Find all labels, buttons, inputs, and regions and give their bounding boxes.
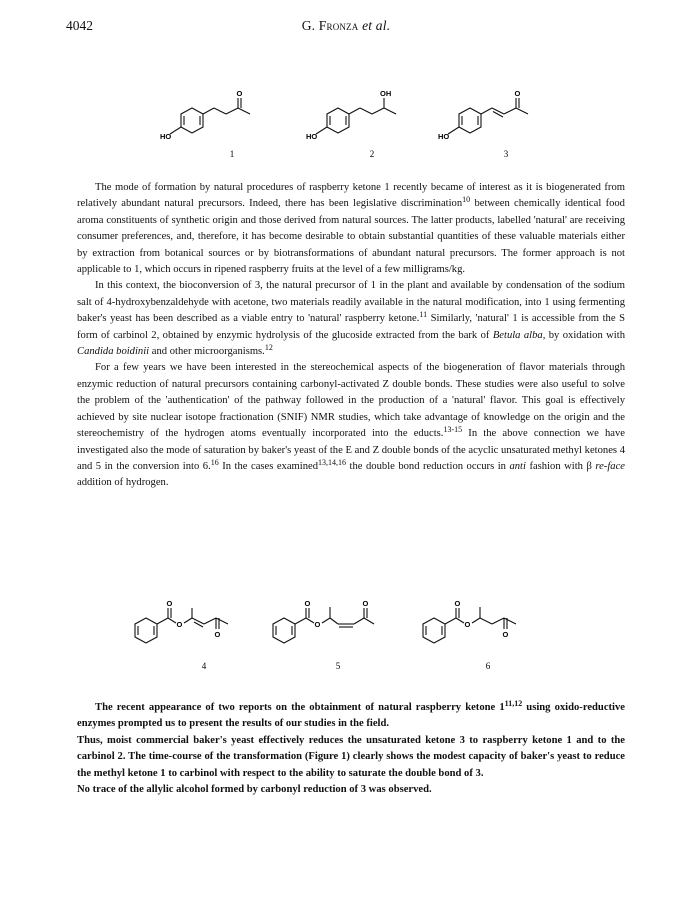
- structure-4-number: 4: [201, 661, 207, 671]
- paragraph-2: [77, 278, 625, 360]
- structure-2-oh: OH: [380, 89, 392, 98]
- running-head: [0, 18, 692, 34]
- para1-text-a: The mode of formation by natural procedures of raspberry ketone 1 recently became of interest as it is biogenerated from relatively abundant natural precursors. Indeed, there has been legislative discrimination: [77, 182, 625, 210]
- para2-text-d: and other microorganisms.: [149, 346, 265, 358]
- structure-3: [438, 88, 568, 168]
- structure-5: [270, 598, 400, 676]
- para3-italic-e: re-face: [595, 460, 625, 472]
- page-header: [0, 18, 692, 38]
- structure-2-ho: HO: [306, 132, 318, 141]
- structure-5-o3: O: [362, 599, 369, 608]
- para3-italic-d: anti: [509, 460, 526, 472]
- structure-4-o3: O: [214, 630, 221, 639]
- para4-text-a: The recent appearance of two reports on the obtainment of natural raspberry ketone 1: [95, 702, 505, 713]
- para3-text-d: the double bond reduction occurs in: [346, 460, 510, 472]
- para2-text-b: Similarly, 'natural' 1 is accessible from the S form of carbinol 2, obtained by enzymic hydrolysis of the glucoside extracted from the bark of: [77, 313, 625, 341]
- para2-text-c: , by oxidation with: [542, 329, 625, 341]
- para3-ref-b: 16: [210, 457, 219, 467]
- structure-6: [420, 598, 550, 676]
- paragraph-1: [77, 180, 625, 278]
- para1-text-b: between chemically identical food aroma constituents of synthetic origin and those derived from natural sources. The latter products, labelled 'natural' are receiving consumer preferences, and, therefore, it has become desirable to obtain substantial quantities of these valuable materials either by extraction from botanical sources or by biotransformations of abundant natural precursors. The former approach is not applicable to 1, which occurs in ripened raspberry fruits at the level of a few milligrams/kg.: [77, 198, 625, 276]
- paragraph-6: No trace of the allylic alcohol formed by carbonyl reduction of 3 was observed.: [77, 784, 432, 796]
- para3-text-f: addition of hydrogen.: [77, 477, 169, 489]
- structure-6-o2: O: [464, 620, 471, 629]
- para1-ref-a: 10: [462, 195, 471, 205]
- para3-text-e: fashion with β: [525, 460, 596, 472]
- structure-2: [306, 88, 436, 168]
- para3-text-a: For a few years we have been interested in the stereochemical aspects of the biogeneration of flavor materials through enzymic reduction of natural precursors containing carbonyl-activated Z double bonds. These studies were also useful to solve the problem of the 'authentication' of the pathway followed in the production of a 'natural' flavor. This goal is effectively achieved by site nuclear isotope fractionation (SNIF) NMR studies, which take advantage of knowledge on the origin and the stereochemistry of the hydrogen atoms eventually incorporated into the educts.: [77, 362, 625, 440]
- paragraph-5: Thus, moist commercial baker's yeast effectively reduces the unsaturated ketone 3 to raspberry ketone 1 and to the carbinol 2. The time-course of the transformation (Figure 1) clearly shows the modest capacity of baker's yeast to reduce the methyl ketone 1 to carbinol with respect to the ability to saturate the double bond of 3.: [77, 734, 625, 779]
- para3-ref-a: 13-15: [443, 425, 463, 435]
- para2-italic-c: Candida boidinii: [77, 346, 150, 358]
- structure-1-o: O: [236, 89, 243, 98]
- structure-5-o2: O: [314, 620, 321, 629]
- para3-text-c: In the cases examined: [218, 460, 319, 472]
- structure-5-number: 5: [335, 661, 341, 671]
- para2-italic-b: Betula alba: [492, 329, 543, 341]
- text-block-lower: [77, 700, 625, 798]
- para2-text-a: In this context, the bioconversion of 3, the natural precursor of 1 in the plant and available by condensation of the sodium salt of 4-hydroxybenzaldehyde with acetone, two materials readily available in the natural modification, into 1 using fermenting baker's yeast has been described as a viable entry to 'natural' raspberry ketone.: [77, 280, 625, 325]
- structure-3-o: O: [514, 89, 521, 98]
- structure-6-o3: O: [502, 630, 509, 639]
- structure-1-ho: HO: [160, 132, 172, 141]
- para4-ref-a: 11,12: [504, 699, 523, 708]
- text-block-upper: [77, 180, 625, 492]
- running-head-etal: et al.: [362, 18, 391, 33]
- para2-ref-a: 11: [419, 310, 428, 320]
- structure-2-number: 2: [369, 149, 375, 159]
- para3-ref-c: 13,14,16: [318, 457, 347, 467]
- structure-5-o1: O: [304, 599, 311, 608]
- structure-6-o1: O: [454, 599, 461, 608]
- structure-4-o2: O: [176, 620, 183, 629]
- para4-text-b: using oxido-reductive enzymes prompted us to present the results of our studies in the field.: [77, 702, 625, 730]
- para2-ref-d: 12: [264, 343, 273, 353]
- structure-6-number: 6: [485, 661, 491, 671]
- para3-text-b: In the above connection we have investigated also the mode of saturation by baker's yeast of the E and Z double bonds of the acyclic unsaturated methyl ketones 4 and 5 in the conversion into 6.: [77, 428, 626, 472]
- paragraph-4: [77, 700, 625, 733]
- page-number: 4042: [66, 18, 93, 33]
- paragraph-3: [77, 360, 625, 491]
- structure-4: [132, 598, 262, 676]
- structure-3-ho: HO: [438, 132, 450, 141]
- structure-3-number: 3: [503, 149, 509, 159]
- structure-1: [160, 88, 290, 168]
- structure-1-number: 1: [229, 149, 235, 159]
- running-head-author: G. Fronza: [301, 18, 359, 33]
- structure-4-o1: O: [166, 599, 173, 608]
